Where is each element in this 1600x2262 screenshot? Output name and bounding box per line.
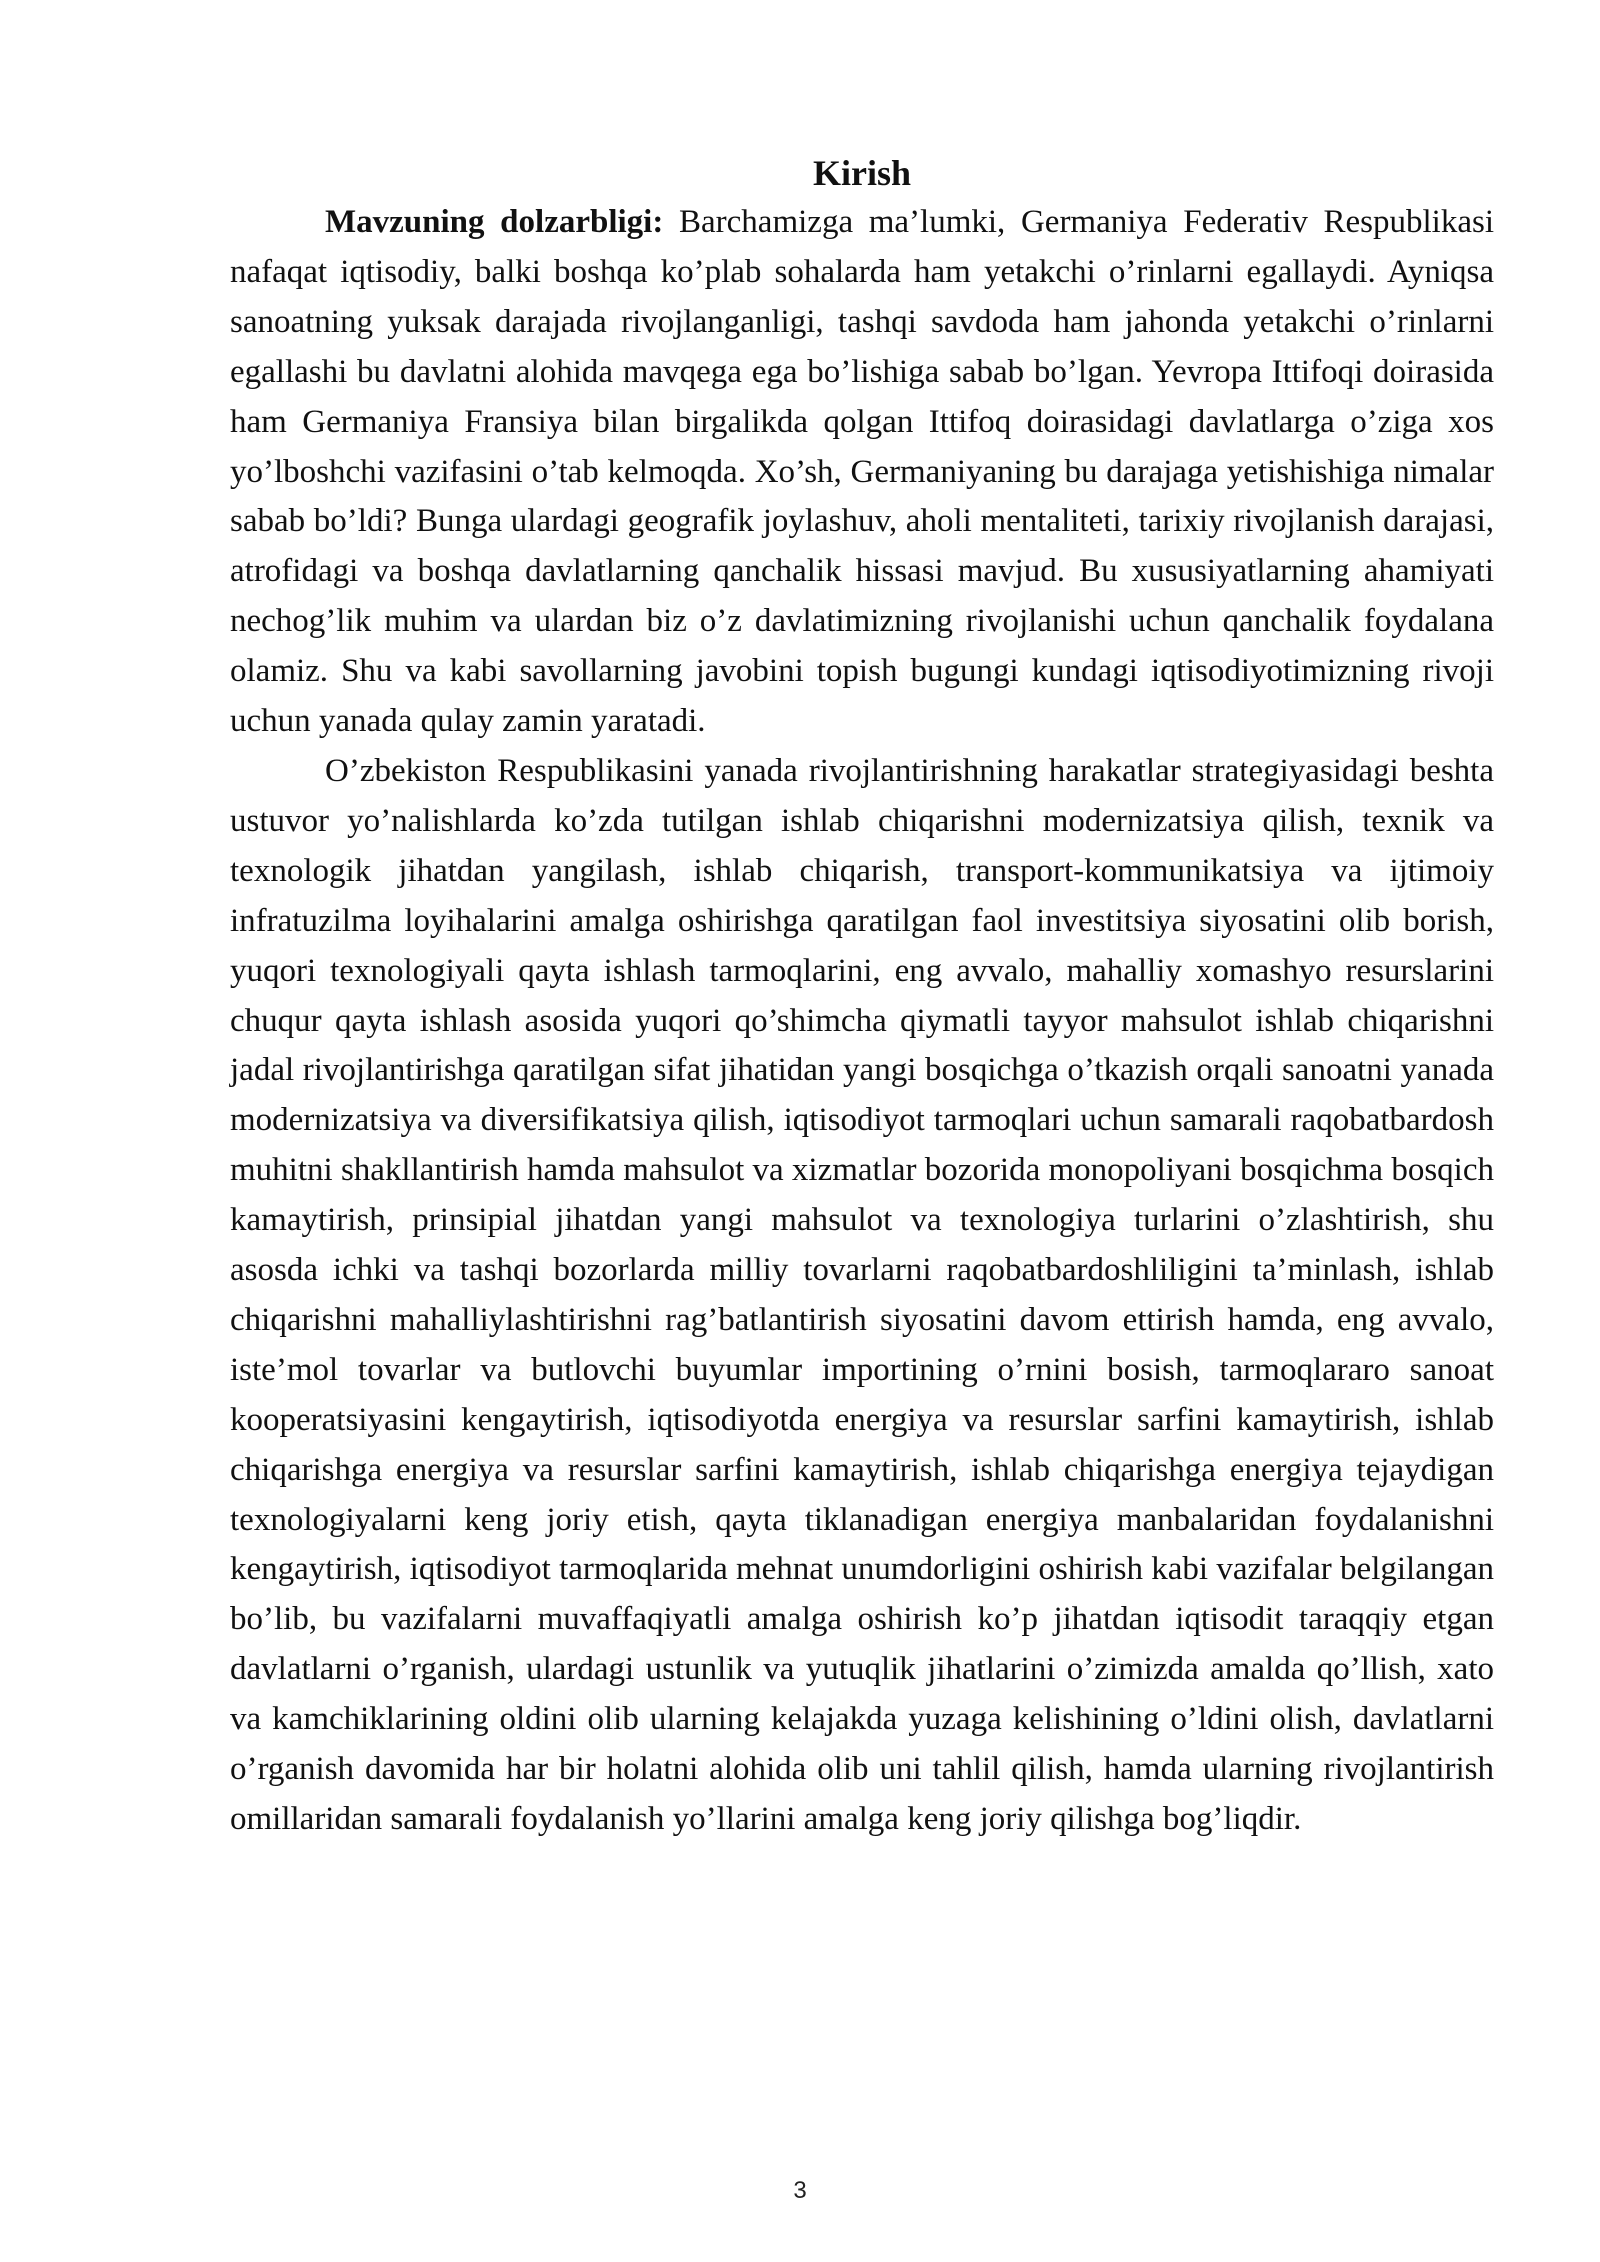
paragraph-relevance-text: Barchamizga ma’lumki, Germaniya Federativ Respublikasi nafaqat iqtisodiy, balki boshqa ko’plab sohalarda ham yetakchi o’rinlarni egallaydi. Ayniqsa sanoatning yuksak darajada rivojlanganligi, tashqi savdoda ham jahonda yetakchi o’rinlarni egallashi bu davlatni alohida mavqega ega bo’lishiga sabab bo’lgan. Yevropa Ittifoqi doirasida ham Germaniya Fransiya bilan birgalikda qolgan Ittifoq doirasidagi davlatlarga o’ziga xos yo’lboshchi vazifasini o’tab kelmoqda. Xo’sh, Germaniyaning bu darajaga yetishishiga nimalar sabab bo’ldi? Bunga ulardagi geografik joylashuv, aholi mentaliteti, tarixiy rivojlanish darajasi, atrofidagi va boshqa davlatlarning qanchalik hissasi mavjud. Bu xususiyatlarning ahamiyati nechog’lik muhim va ulardan biz o’z davlatimizning rivojlanishi uchun qanchalik foydalana olamiz. Shu va kabi savollarning javobini topish bugungi kundagi iqtisodiyotimizning rivoji uchun yanada qulay zamin yaratadi. [230,204,1494,740]
paragraph-relevance [230,198,1494,747]
paragraph-strategy [230,747,1494,1845]
section-title: Kirish [812,153,911,193]
document-body [230,148,1494,1845]
page-number: 3 [793,2177,807,2204]
paragraph-lead-heading: Mavzuning dolzarbligi: [325,204,664,240]
paragraph-strategy-text: O’zbekiston Respublikasini yanada rivojlantirishning harakatlar strategiyasidagi beshta ustuvor yo’nalishlarda ko’zda tutilgan ishlab chiqarishni modernizatsiya qilish, texnik va texnologik jihatdan yangilash, ishlab chiqarish, transport-kommunikatsiya va ijtimoiy infratuzilma loyihalarini amalga oshirishga qaratilgan faol investitsiya siyosatini olib borish, yuqori texnologiyali qayta ishlash tarmoqlarini, eng avvalo, mahalliy xomashyo resurslarini chuqur qayta ishlash asosida yuqori qo’shimcha qiymatli tayyor mahsulot ishlab chiqarishni jadal rivojlantirishga qaratilgan sifat jihatidan yangi bosqichga o’tkazish orqali sanoatni yanada modernizatsiya va diversifikatsiya qilish, iqtisodiyot tarmoqlari uchun samarali raqobatbardosh muhitni shakllantirish hamda mahsulot va xizmatlar bozorida monopoliyani bosqichma bosqich kamaytirish, prinsipial jihatdan yangi mahsulot va texnologiya turlarini o’zlashtirish, shu asosda ichki va tashqi bozorlarda milliy tovarlarni raqobatbardoshliligini ta’minlash, ishlab chiqarishni mahalliylashtirishni rag’batlantirish siyosatini davom ettirish hamda, eng avvalo, iste’mol tovarlar va butlovchi buyumlar importining o’rnini bosish, tarmoqlararo sanoat kooperatsiyasini kengaytirish, iqtisodiyotda energiya va resurslar sarfini kamaytirish, ishlab chiqarishga energiya va resurslar sarfini kamaytirish, ishlab chiqarishga energiya tejaydigan texnologiyalarni keng joriy etish, qayta tiklanadigan energiya manbalaridan foydalanishni kengaytirish, iqtisodiyot tarmoqlarida mehnat unumdorligini oshirish kabi vazifalar belgilangan bo’lib, bu vazifalarni muvaffaqiyatli amalga oshirish ko’p jihatdan iqtisodit taraqqiy etgan davlatlarni o’rganish, ulardagi ustunlik va yutuqlik jihatlarini o’zimizda amalda qo’llish, xato va kamchiklarining oldini olib ularning kelajakda yuzaga kelishining o’ldini olish, davlatlarni o’rganish davomida har bir holatni alohida olib uni tahlil qilish, hamda ularning rivojlantirish omillaridan samarali foydalanish yo’llarini amalga keng joriy qilishga bog’liqdir. [230,752,1494,1837]
